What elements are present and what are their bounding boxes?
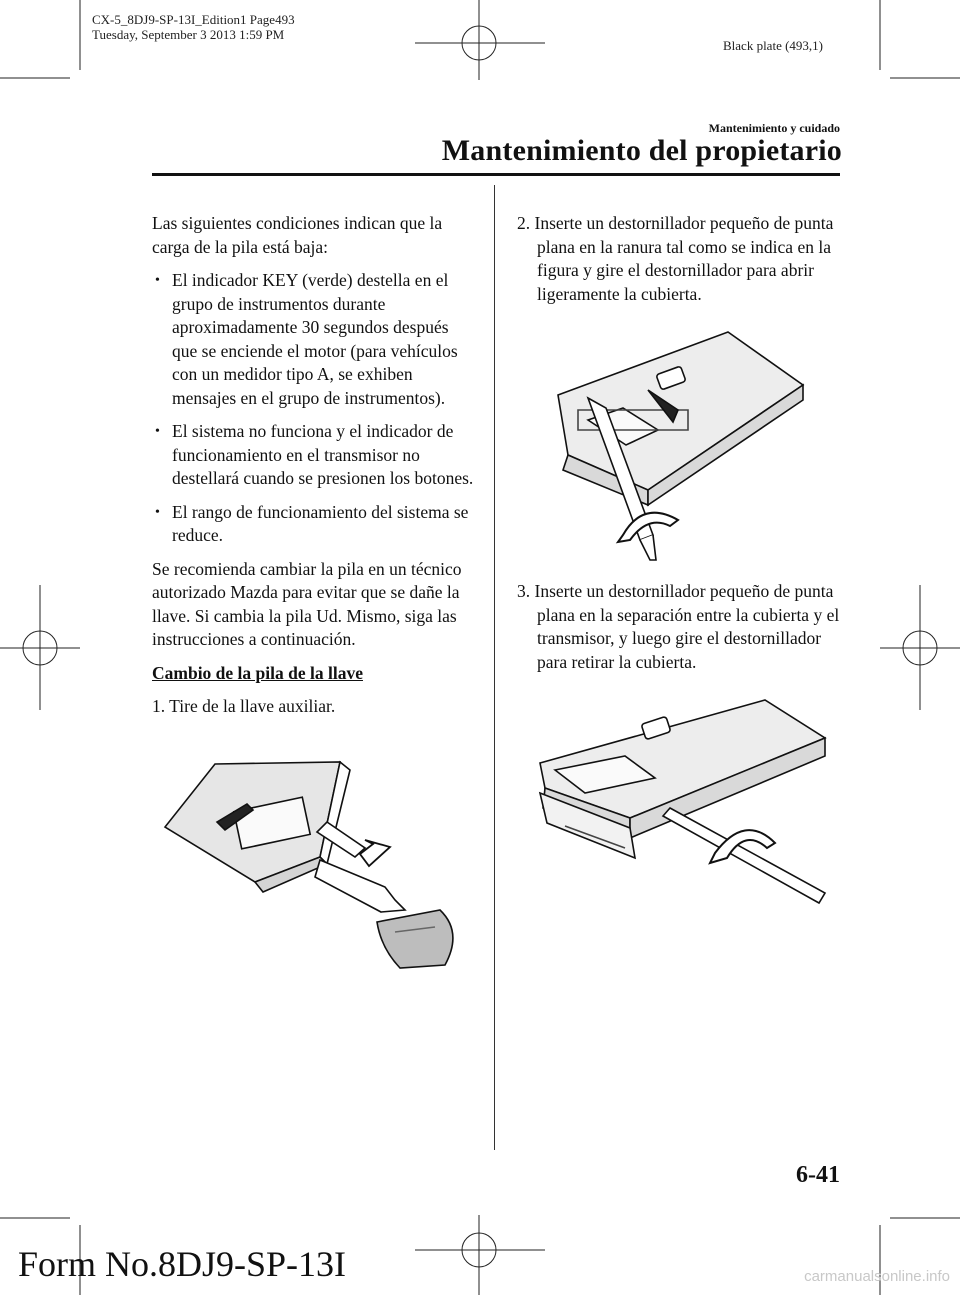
print-metadata — [92, 12, 295, 42]
intro-paragraph: Las siguientes condiciones indican que la carga de la pila está baja: — [152, 213, 443, 257]
step-3: 3. Inserte un destornillador pequeño de punta plana en la separación entre la cubierta y el transmisor, y luego gire el destornillador para retirar la cubierta. — [517, 581, 840, 672]
section-name: Mantenimiento y cuidado — [708, 121, 840, 135]
step-1: 1. Tire de la llave auxiliar. — [152, 696, 336, 716]
left-column — [152, 212, 474, 719]
auxiliary-key-illustration — [155, 752, 475, 977]
subheading: Cambio de la pila de la llave — [152, 662, 363, 683]
step-2: 2. Inserte un destornillador pequeño de punta plana en la ranura tal como se indica en la figura y gire el destornillador para abrir ligeramente la cubierta. — [517, 213, 834, 304]
page-number: 6-41 — [796, 1162, 840, 1188]
recommendation-paragraph: Se recomienda cambiar la pila en un técnico autorizado Mazda para evitar que se dañe la llave. Si cambia la pila Ud. Mismo, siga las instrucciones a continuación. — [152, 558, 462, 649]
print-meta-line1: CX-5_8DJ9-SP-13I_Edition1 Page493 — [92, 12, 295, 27]
bullet-item: • El rango de funcionamiento del sistema se reduce. — [152, 501, 474, 548]
watermark-text: carmanualsonline.info — [804, 1268, 950, 1285]
page-title: Mantenimiento del propietario — [441, 134, 842, 167]
right-column-top — [517, 212, 842, 306]
bullet-item: • El indicador KEY (verde) destella en el grupo de instrumentos durante aproximadamente 30 segundos después que se enciende el motor (para vehículos con un medidor tipo A, se exhiben mensajes en el grupo de instrumentos). — [152, 269, 474, 410]
open-cover-illustration — [548, 330, 810, 562]
remove-cover-illustration — [535, 698, 830, 913]
print-meta-line2: Tuesday, September 3 2013 1:59 PM — [92, 27, 285, 42]
column-divider — [494, 185, 495, 1150]
header-rule — [152, 173, 840, 176]
form-number: Form No.8DJ9-SP-13I — [18, 1244, 347, 1284]
bullet-item: • El sistema no funciona y el indicador de funcionamiento en el transmisor no destellará cuando se presionen los botones. — [152, 420, 474, 491]
plate-label: Black plate (493,1) — [723, 38, 823, 53]
right-column-bottom — [517, 580, 842, 674]
